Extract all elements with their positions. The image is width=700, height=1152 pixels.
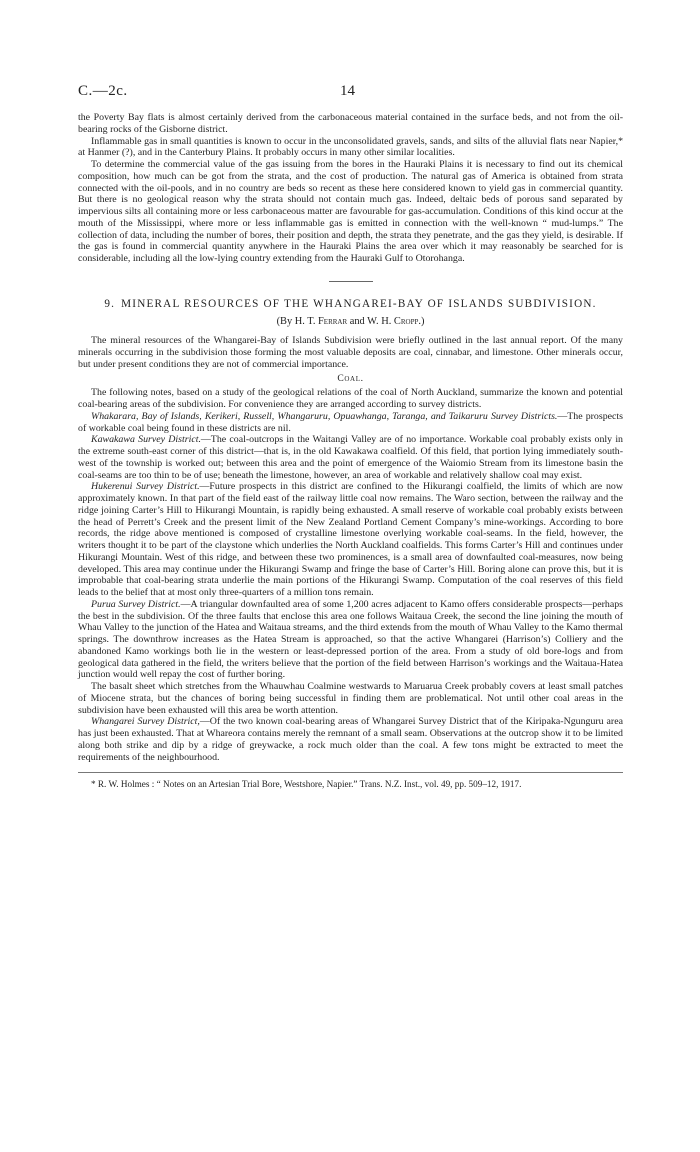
- paragraph: Kawakawa Survey District.—The coal-outcrops in the Waitangi Valley are of no importance. Workable coal probably exists only in the extreme south-east corner of this district—that is, in the old Kawakawa coalfield. Of this field, that portion lying immediately south-west of the township is worked out; between this area and the point of emergence of the Waiomio Stream from its limestone basin the coal-seams are too thin to be of use; beneath the limestone, however, an area of workable and relatively shallow coal may exist.: [78, 434, 623, 481]
- paragraph: To determine the commercial value of the gas issuing from the bores in the Hauraki Plains it is necessary to find out its chemical composition, how much can be got from the strata, and the cost of production. The natural gas of America is obtained from strata connected with the oil-pools, and in no country are beds so recent as these here considered known to yield gas in commercial quantity. But there is no geological reason why the strata should not contain much gas. Indeed, deltaic beds of porous sand separated by impervious silts all containing more or less carbonaceous matter are favourable for gas-accumulation. Conditions of this kind occur at the mouth of the Mississippi, where more or less inflammable gas is emitted in connection with the well-known “ mud-lumps.” The collection of data, including the number of bores, their position and depth, the strata they penetrate, and the gas they yield, is desirable. If the gas is found in commercial quantity anywhere in the Hauraki Plains the area over which it may reasonably be searched for is considerable, including all the low-lying country extending from the Hauraki Gulf to Otorohanga.: [78, 159, 623, 264]
- paragraph: The basalt sheet which stretches from the Whauwhau Coalmine westwards to Maruarua Creek probably covers at least small patches of Miocene strata, but the chances of boring being successful in finding them are problematical. Not until other coal areas in the subdivision have been exhausted will this area be worth attention.: [78, 681, 623, 716]
- footnote: * R. W. Holmes : “ Notes on an Artesian Trial Bore, Westshore, Napier.” Trans. N.Z. Inst., vol. 49, pp. 509–12, 1917.: [91, 779, 522, 790]
- paragraph: The following notes, based on a study of the geological relations of the coal of North Auckland, summarize the known and potential coal-bearing areas of the subdivision. For convenience they are arranged according to survey districts.: [78, 387, 623, 410]
- district-name: Hukerenui Survey District.: [91, 481, 200, 493]
- page-header: [78, 83, 622, 103]
- district-name: Whangarei Survey District,: [91, 716, 200, 728]
- author-name: Ferrar: [318, 315, 348, 327]
- paragraph: Hukerenui Survey District.—Future prospects in this district are confined to the Hikurangi coalfield, the limits of which are now approximately known. In that part of the field east of the railway little coal now remains. The Waro section, between the railway and the ridge joining Carter’s Hill to Hikurangi Mountain, is rapidly being exhausted. A small reserve of workable coal probably exists between the head of Perrett’s Creek and the present limit of the New Zealand Portland Cement Company’s mine-workings. According to bore records, the ridge above mentioned is composed of crystalline limestone overlying workable coal-seams. In the field, however, the writers thought it to be part of the claystone which underlies the North Auckland coalfields. This forms Carter’s Hill and continues under Hikurangi Mountain. West of this ridge, and between these two prominences, is a small area of downfaulted coal-measures, now being developed. This area may continue under the Hikurangi Swamp and fringe the base of Carter’s Hill. Boring alone can prove this, but it is improbable that coal-bearing strata underlie the main portions of the Hikurangi Swamp. Computation of the coal reserves of this field leads to the belief that at most only three-quarters of a million tons remain.: [78, 481, 623, 598]
- section-title: 9. MINERAL RESOURCES OF THE WHANGAREI-BAY OF ISLANDS SUBDIVISION.: [104, 297, 597, 310]
- footnote-mark: *: [91, 779, 96, 790]
- section-divider: [329, 281, 373, 282]
- paragraph: Inflammable gas in small quantities is known to occur in the unconsolidated gravels, sands, and silts of the alluvial flats near Napier,* at Hanmer (?), and in the Canterbury Plains. It probably occurs in many other similar localities.: [78, 135, 623, 159]
- paragraph: Whakarara, Bay of Islands, Kerikeri, Russell, Whangaruru, Opuawhanga, Taranga, and Taikaruru Survey Districts.—The prospects of workable coal being found in these districts are nil.: [78, 410, 623, 434]
- section-byline: (By H. T. Ferrar and W. H. Cropp.): [276, 315, 425, 327]
- author-name: Cropp: [393, 315, 419, 327]
- paragraph: Whangarei Survey District,—Of the two known coal-bearing areas of Whangarei Survey District that of the Kiripaka-Ngunguru area has just been exhausted. That at Whareora contains merely the remnant of a small seam. Observations at the outcrop show it to be limited along both strike and dip by a ridge of greywacke, a rock much older than the coal. A few tons might be extracted to meet the requirements of the neighbourhood.: [78, 716, 623, 763]
- footnote-divider: [78, 772, 623, 773]
- district-name: Kawakawa Survey District.: [91, 434, 201, 446]
- paragraph: the Poverty Bay flats is almost certainly derived from the carbonaceous material contained in the surface beds, and not from the oil-bearing rocks of the Gisborne district.: [78, 112, 623, 135]
- district-name: Whakarara, Bay of Islands, Kerikeri, Russell, Whangaruru, Opuawhanga, Taranga, and Taikaruru Survey Districts.: [91, 410, 558, 422]
- page-number: 14: [340, 83, 355, 99]
- section-number: 9.: [104, 297, 116, 310]
- paragraph: Purua Survey District.—A triangular downfaulted area of some 1,200 acres adjacent to Kamo offers considerable prospects—perhaps the best in the subdivision. Of the three faults that enclose this area one follows Waitaua Creek, the second the line joining the mouth of Whau Valley to the junction of the Hatea and Waitaua streams, and the third extends from the mouth of Whau Valley to the Kamo thermal springs. The downthrow increases as the Hatea Stream is approached, so that the active Whangarei (Harrison’s) Colliery and the abandoned Kamo workings both lie in the western or least-depressed portion of the area. From a study of old bore-logs and from geological data gathered in the field, the writers believe that the portion of the field between Harrison’s workings and the Waitaua-Hatea junction would well repay the cost of further boring.: [78, 598, 623, 681]
- subsection-heading: Coal.: [337, 372, 364, 384]
- footnote-reference: *: [618, 135, 623, 147]
- paragraph: The mineral resources of the Whangarei-Bay of Islands Subdivision were briefly outlined in the last annual report. Of the many minerals occurring in the subdivision those forming the most valuable deposits are coal, cinnabar, and limestone. Other minerals occur, but under present conditions they are not of commercial importance.: [78, 335, 623, 370]
- district-name: Purua Survey District.: [91, 598, 181, 610]
- page-body: [78, 112, 623, 790]
- report-code: C.—2c.: [78, 83, 128, 99]
